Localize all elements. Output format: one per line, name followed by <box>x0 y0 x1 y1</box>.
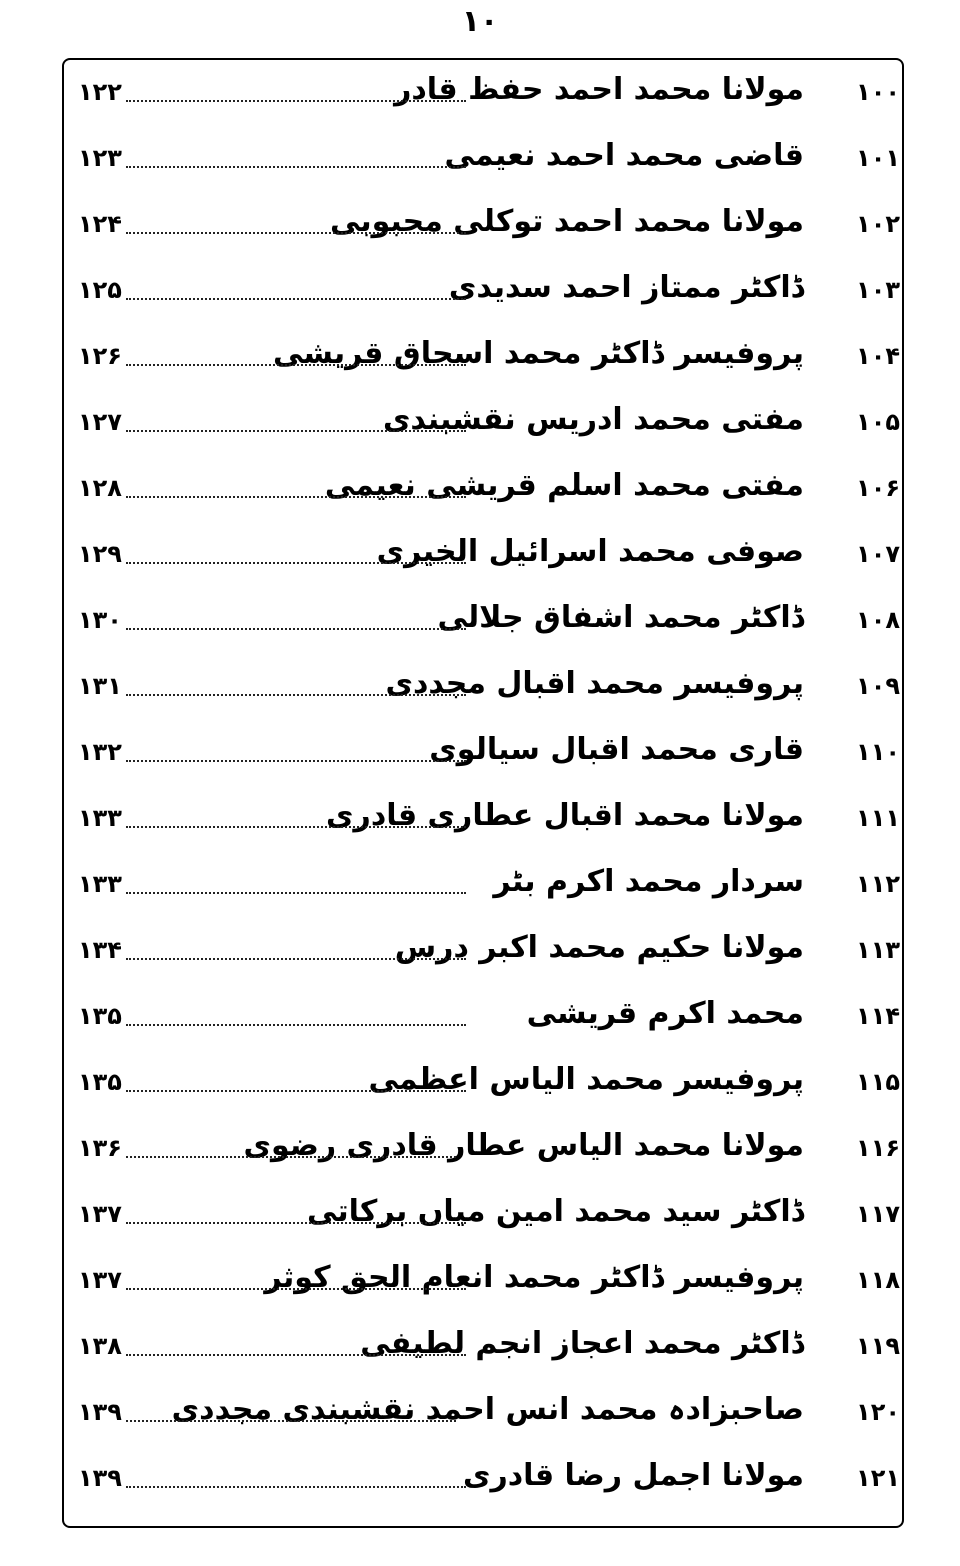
toc-row <box>0 458 960 524</box>
entry-title: محمد اکرم قریشی <box>526 996 804 1031</box>
entry-title: مولانا حکیم محمد اکبر درس <box>394 930 804 965</box>
entry-title: قاری محمد اقبال سیالوی <box>429 732 804 767</box>
entry-number: ۱۰۷ <box>856 540 900 568</box>
entry-page: ۱۳۳ <box>78 870 122 898</box>
entry-page: ۱۲۴ <box>78 210 122 238</box>
entry-number: ۱۱۴ <box>856 1002 900 1030</box>
entry-title: پروفیسر ڈاکٹر محمد اسحاق قریشی <box>272 336 804 371</box>
entry-page: ۱۳۳ <box>78 804 122 832</box>
entry-title: صاحبزادہ محمد انس احمد نقشبندی مجددی <box>171 1392 804 1427</box>
dot-leader <box>126 694 466 696</box>
entry-page: ۱۳۲ <box>78 738 122 766</box>
dot-leader <box>126 1354 466 1356</box>
entry-number: ۱۰۶ <box>856 474 900 502</box>
dot-leader <box>126 760 466 762</box>
entry-title: مفتی محمد اسلم قریشی نعیمی <box>324 468 804 503</box>
entry-title: پروفیسر ڈاکٹر محمد انعام الحق کوثر <box>264 1260 804 1295</box>
dot-leader <box>126 496 466 498</box>
dot-leader <box>126 1288 466 1290</box>
entry-page: ۱۲۳ <box>78 144 122 172</box>
toc-row <box>0 128 960 194</box>
entry-page: ۱۲۸ <box>78 474 122 502</box>
entry-number: ۱۰۱ <box>856 144 900 172</box>
entry-title: قاضی محمد احمد نعیمی <box>444 138 804 173</box>
entry-page: ۱۲۷ <box>78 408 122 436</box>
toc-row <box>0 1250 960 1316</box>
toc-row <box>0 986 960 1052</box>
dot-leader <box>126 430 466 432</box>
entry-title: پروفیسر محمد الیاس اعظمی <box>368 1062 804 1097</box>
dot-leader <box>126 166 466 168</box>
toc-row <box>0 722 960 788</box>
dot-leader <box>126 562 466 564</box>
entry-page: ۱۳۵ <box>78 1002 122 1030</box>
entry-page: ۱۲۲ <box>78 78 122 106</box>
dot-leader <box>126 1024 466 1026</box>
entry-title: ڈاکٹر سید محمد امین میاں برکاتی <box>307 1194 804 1229</box>
entry-page: ۱۲۵ <box>78 276 122 304</box>
entry-number: ۱۱۱ <box>856 804 900 832</box>
entry-number: ۱۱۳ <box>856 936 900 964</box>
toc-row <box>0 392 960 458</box>
entry-title: ڈاکٹر محمد اعجاز انجم لطیفی <box>360 1326 804 1361</box>
entry-page: ۱۲۹ <box>78 540 122 568</box>
entry-number: ۱۰۲ <box>856 210 900 238</box>
entry-title: مولانا اجمل رضا قادری <box>463 1458 804 1493</box>
entry-title: مولانا محمد احمد حفظ قادر <box>394 72 804 107</box>
toc-row <box>0 1316 960 1382</box>
entry-number: ۱۱۰ <box>856 738 900 766</box>
entry-page: ۱۳۱ <box>78 672 122 700</box>
entry-number: ۱۱۵ <box>856 1068 900 1096</box>
entry-number: ۱۰۸ <box>856 606 900 634</box>
entry-number: ۱۰۴ <box>856 342 900 370</box>
entry-number: ۱۱۹ <box>856 1332 900 1360</box>
entry-number: ۱۱۶ <box>856 1134 900 1162</box>
toc-row <box>0 1052 960 1118</box>
toc-row <box>0 590 960 656</box>
entry-title: مفتی محمد ادریس نقشبندی <box>382 402 804 437</box>
entry-page: ۱۳۶ <box>78 1134 122 1162</box>
entry-page: ۱۳۵ <box>78 1068 122 1096</box>
toc-row <box>0 1448 960 1514</box>
entry-page: ۱۳۴ <box>78 936 122 964</box>
toc-row <box>0 1382 960 1448</box>
entry-title: پروفیسر محمد اقبال مجددی <box>385 666 804 701</box>
page-number: ۱۰ <box>461 4 499 39</box>
toc-row <box>0 1184 960 1250</box>
dot-leader <box>126 826 466 828</box>
entry-number: ۱۰۵ <box>856 408 900 436</box>
entry-number: ۱۲۱ <box>856 1464 900 1492</box>
entry-number: ۱۰۳ <box>856 276 900 304</box>
entry-title: ڈاکٹر محمد اشفاق جلالی <box>437 600 804 635</box>
entry-page: ۱۳۹ <box>78 1398 122 1426</box>
entry-title: صوفی محمد اسرائیل الخیری <box>376 534 804 569</box>
entry-page: ۱۳۰ <box>78 606 122 634</box>
dot-leader <box>126 1090 466 1092</box>
entry-page: ۱۲۶ <box>78 342 122 370</box>
toc-row <box>0 920 960 986</box>
dot-leader <box>126 1486 466 1488</box>
toc-row <box>0 788 960 854</box>
toc-row <box>0 62 960 128</box>
entry-page: ۱۳۷ <box>78 1200 122 1228</box>
entry-number: ۱۱۸ <box>856 1266 900 1294</box>
entry-number: ۱۲۰ <box>856 1398 900 1426</box>
entry-number: ۱۱۲ <box>856 870 900 898</box>
dot-leader <box>126 364 466 366</box>
entry-number: ۱۰۹ <box>856 672 900 700</box>
entry-page: ۱۳۸ <box>78 1332 122 1360</box>
dot-leader <box>126 298 466 300</box>
toc-row <box>0 854 960 920</box>
toc-row <box>0 524 960 590</box>
entry-title: سردار محمد اکرم بٹر <box>493 864 804 899</box>
dot-leader <box>126 628 466 630</box>
dot-leader <box>126 1420 456 1422</box>
toc-row <box>0 1118 960 1184</box>
entry-title: مولانا محمد الیاس عطار قادری رضوی <box>243 1128 804 1163</box>
toc-row <box>0 194 960 260</box>
dot-leader <box>126 100 466 102</box>
toc-row <box>0 260 960 326</box>
dot-leader <box>126 232 466 234</box>
entry-number: ۱۱۷ <box>856 1200 900 1228</box>
dot-leader <box>126 958 466 960</box>
dot-leader <box>126 1156 456 1158</box>
toc-row <box>0 326 960 392</box>
entry-number: ۱۰۰ <box>856 78 900 106</box>
entry-page: ۱۳۷ <box>78 1266 122 1294</box>
entry-title: مولانا محمد اقبال عطاری قادری <box>326 798 804 833</box>
toc-row <box>0 656 960 722</box>
entry-page: ۱۳۹ <box>78 1464 122 1492</box>
entry-title: ڈاکٹر ممتاز احمد سدیدی <box>448 270 804 305</box>
entry-title: مولانا محمد احمد توکلی محبوبی <box>330 204 804 239</box>
dot-leader <box>126 892 466 894</box>
dot-leader <box>126 1222 466 1224</box>
